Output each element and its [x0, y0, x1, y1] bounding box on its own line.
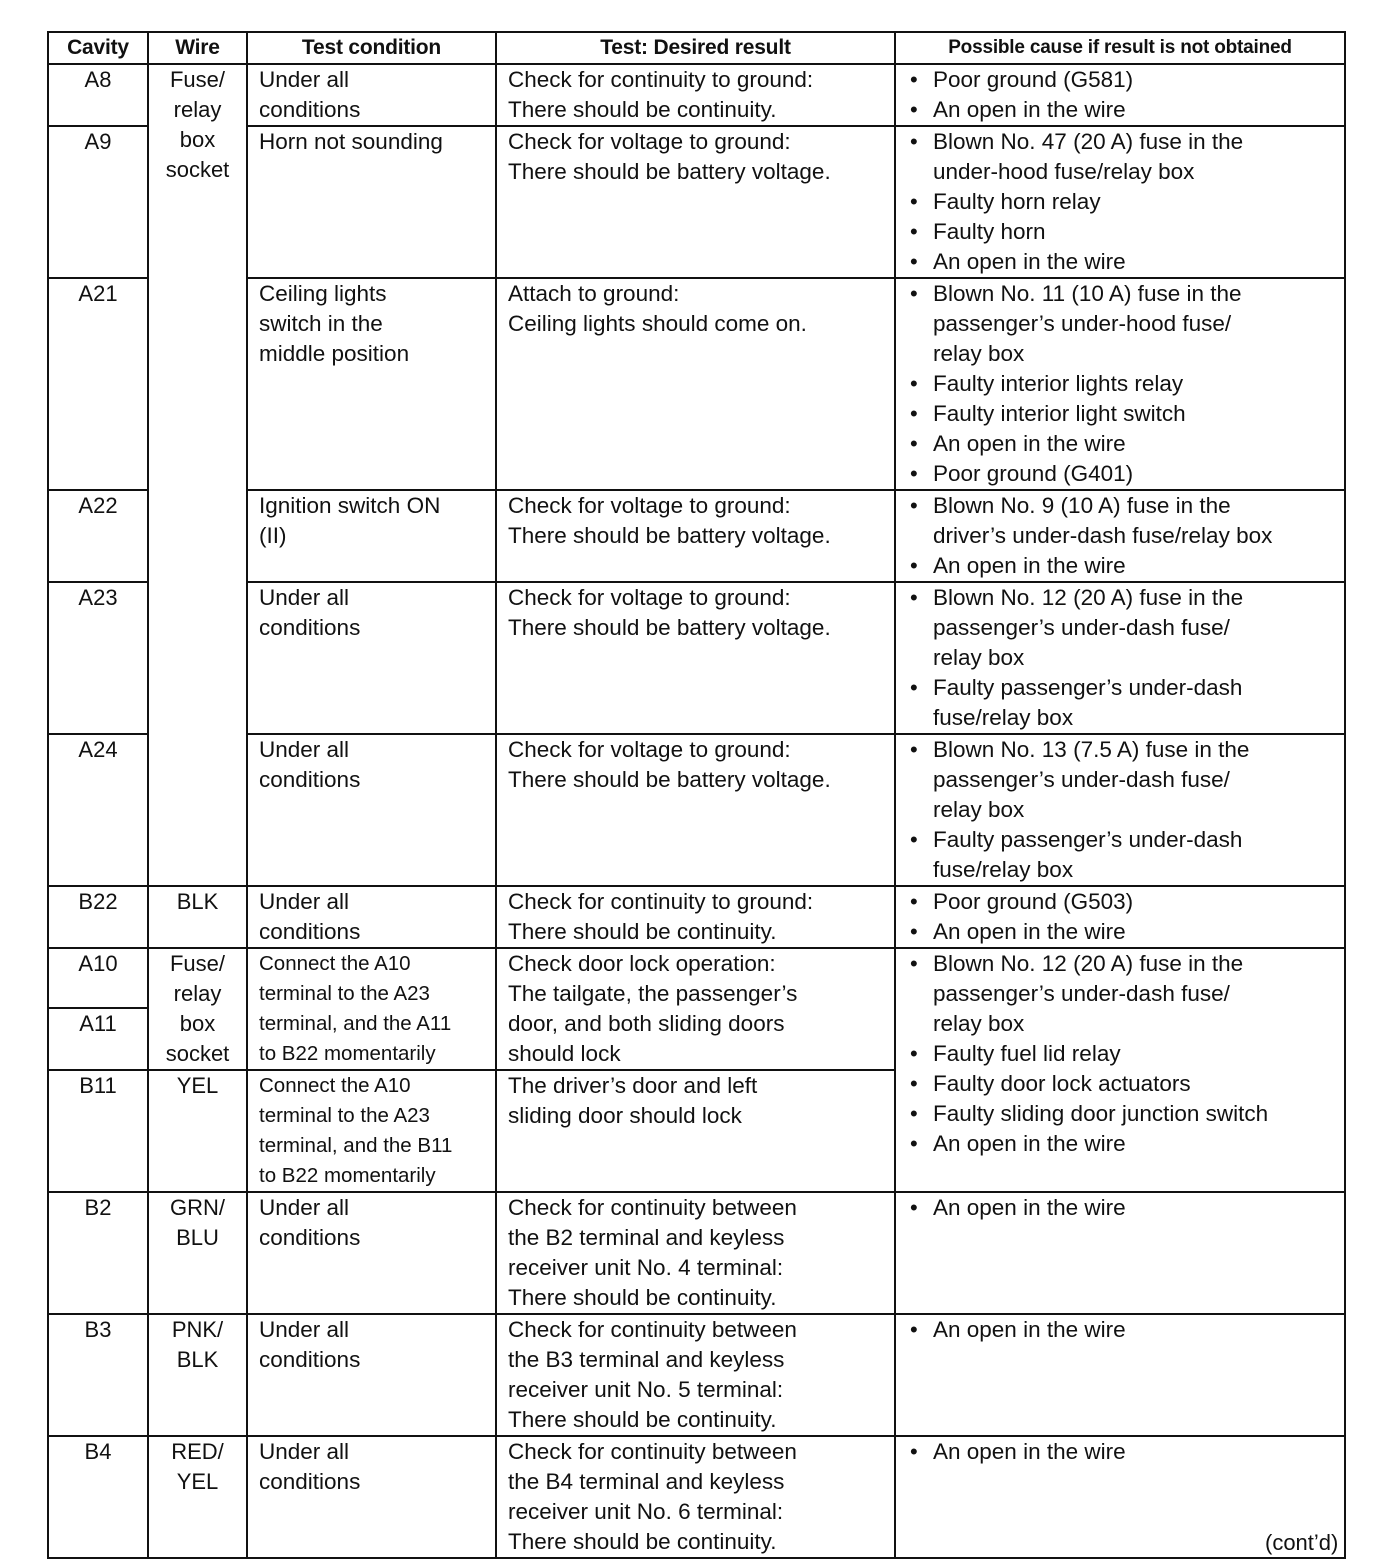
text-line: Under all: [259, 737, 350, 762]
cause-item: [906, 95, 1340, 125]
cause-item: [906, 459, 1340, 489]
cause-item: [906, 491, 1340, 551]
possible-cause-cell: [895, 64, 1345, 126]
cavity-cell: [48, 126, 148, 278]
cavity-value: A21: [78, 281, 118, 306]
text-line: • Poor ground (G581): [933, 67, 1134, 92]
desired-result-cell: [496, 1192, 895, 1314]
text-line: There should be continuity.: [508, 97, 777, 122]
cause-list: [906, 887, 1340, 947]
wire-cell: YEL: [148, 1070, 247, 1192]
cause-item: [906, 1437, 1340, 1467]
text-line: conditions: [259, 1347, 361, 1372]
text-line: receiver unit No. 4 terminal:: [508, 1255, 784, 1280]
cause-item: [906, 825, 1340, 885]
test-condition-cell: [247, 278, 496, 490]
desired-result-cell: [496, 948, 895, 1070]
connector-test-table: [47, 31, 1346, 1559]
desired-result-cell: [496, 1436, 895, 1558]
cavity-value: B4: [84, 1439, 112, 1464]
text-line: Attach to ground:: [508, 281, 680, 306]
cause-item: [906, 949, 1340, 1039]
wire-line: YEL: [176, 1469, 219, 1494]
wire-cell: BLK: [148, 886, 247, 948]
text-line: conditions: [259, 1469, 361, 1494]
header-row: [48, 32, 1345, 64]
wire-line: box: [179, 1011, 216, 1036]
wire-cell: [148, 1314, 247, 1436]
desired-result-cell: [496, 582, 895, 734]
header-cavity: Cavity: [48, 32, 148, 64]
text-line: • Faulty passenger’s under-dash: [933, 827, 1243, 852]
table-row: [48, 1192, 1345, 1314]
text-line: • An open in the wire: [933, 553, 1126, 578]
text-line: passenger’s under-hood fuse/: [933, 311, 1232, 336]
text-line: conditions: [259, 615, 361, 640]
desired-result-cell: [496, 1314, 895, 1436]
possible-cause-cell: [895, 490, 1345, 582]
text-line: passenger’s under-dash fuse/: [933, 767, 1230, 792]
wire-cell: [148, 1192, 247, 1314]
desired-result-cell: [496, 490, 895, 582]
wire-line: box: [179, 127, 216, 152]
text-line: • Faulty horn: [933, 219, 1046, 244]
text-line: terminal to the A23: [259, 1104, 430, 1127]
cavity-value: B22: [78, 889, 118, 914]
cause-item: [906, 429, 1340, 459]
wire-line: socket: [165, 157, 230, 182]
cavity-cell: [48, 1192, 148, 1314]
desired-result-cell: [496, 278, 895, 490]
text-line: Check for continuity between: [508, 1439, 797, 1464]
cause-item: [906, 399, 1340, 429]
test-condition-cell: [247, 1192, 496, 1314]
text-line: fuse/relay box: [933, 705, 1074, 730]
cause-item: [906, 247, 1340, 277]
text-line: There should be battery voltage.: [508, 767, 831, 792]
wire-cell: [148, 64, 247, 886]
test-condition-cell: [247, 886, 496, 948]
text-line: • Blown No. 12 (20 A) fuse in the: [933, 585, 1244, 610]
possible-cause-cell: [895, 582, 1345, 734]
table-row: [48, 886, 1345, 948]
text-line: There should be continuity.: [508, 1529, 777, 1554]
test-condition-cell: [247, 1070, 496, 1192]
cause-item: [906, 917, 1340, 947]
text-line: conditions: [259, 767, 361, 792]
text-line: under-hood fuse/relay box: [933, 159, 1195, 184]
text-line: Check for voltage to ground:: [508, 737, 791, 762]
text-line: • Blown No. 47 (20 A) fuse in the: [933, 129, 1244, 154]
text-line: • An open in the wire: [933, 249, 1126, 274]
text-line: • Faulty passenger’s under-dash: [933, 675, 1243, 700]
cause-item: [906, 735, 1340, 825]
text-line: Ignition switch ON: [259, 493, 441, 518]
text-line: door, and both sliding doors: [508, 1011, 785, 1036]
wire-line: socket: [165, 1041, 230, 1066]
text-line: • An open in the wire: [933, 1131, 1126, 1156]
cavity-cell: [48, 1314, 148, 1436]
text-line: • Faulty interior lights relay: [933, 371, 1184, 396]
text-line: • An open in the wire: [933, 1317, 1126, 1342]
text-line: should lock: [508, 1041, 621, 1066]
text-line: Under all: [259, 1317, 350, 1342]
text-line: Connect the A10: [259, 952, 411, 975]
possible-cause-cell: [895, 886, 1345, 948]
text-line: terminal, and the B11: [259, 1134, 453, 1157]
wire-line: BLU: [176, 1225, 219, 1250]
text-line: There should be continuity.: [508, 919, 777, 944]
text-line: Check for voltage to ground:: [508, 585, 791, 610]
text-line: Under all: [259, 67, 350, 92]
wire-cell: [148, 948, 247, 1070]
cavity-cell: [48, 278, 148, 490]
text-line: • Blown No. 9 (10 A) fuse in the: [933, 493, 1231, 518]
cause-item: [906, 583, 1340, 673]
table-row: [48, 948, 1345, 1070]
test-condition-cell: [247, 582, 496, 734]
test-condition-cell: [247, 490, 496, 582]
cavity-value: A22: [78, 493, 118, 518]
table-row: [48, 1314, 1345, 1436]
possible-cause-cell: [895, 126, 1345, 278]
test-condition-cell: [247, 734, 496, 886]
text-line: Check door lock operation:: [508, 951, 776, 976]
text-line: relay box: [933, 797, 1025, 822]
desired-result-cell: [496, 1070, 895, 1192]
test-condition-cell: [247, 126, 496, 278]
desired-result-cell: [496, 886, 895, 948]
text-line: • An open in the wire: [933, 919, 1126, 944]
header-test-condition: Test condition: [247, 32, 496, 64]
text-line: Check for voltage to ground:: [508, 129, 791, 154]
text-line: relay box: [933, 341, 1025, 366]
cavity-value: A10: [78, 951, 118, 976]
text-line: Check for continuity between: [508, 1195, 797, 1220]
desired-result-cell: [496, 126, 895, 278]
text-line: fuse/relay box: [933, 857, 1074, 882]
text-line: • Faulty interior light switch: [933, 401, 1186, 426]
text-line: Check for continuity to ground:: [508, 67, 814, 92]
text-line: The driver’s door and left: [508, 1073, 758, 1098]
text-line: relay box: [933, 1011, 1025, 1036]
wire-line: Fuse/: [169, 951, 226, 976]
text-line: Ceiling lights: [259, 281, 387, 306]
cause-item: [906, 673, 1340, 733]
test-condition-cell: [247, 1436, 496, 1558]
possible-cause-cell: [895, 734, 1345, 886]
cause-list: [906, 279, 1340, 489]
text-line: • Faulty sliding door junction switch: [933, 1101, 1269, 1126]
cavity-cell: [48, 948, 148, 1070]
text-line: Horn not sounding: [259, 129, 443, 154]
text-line: • Faulty fuel lid relay: [933, 1041, 1121, 1066]
cavity-cell: [48, 582, 148, 734]
wire-line: PNK/: [171, 1317, 224, 1342]
cause-list: [906, 1193, 1340, 1223]
text-line: Under all: [259, 585, 350, 610]
cause-list: [906, 583, 1340, 733]
cause-item: [906, 551, 1340, 581]
text-line: Ceiling lights should come on.: [508, 311, 807, 336]
cause-list: [906, 491, 1340, 581]
text-line: There should be battery voltage.: [508, 523, 831, 548]
text-line: • Poor ground (G401): [933, 461, 1134, 486]
text-line: Check for continuity to ground:: [508, 889, 814, 914]
cause-list: [906, 1315, 1340, 1345]
text-line: passenger’s under-dash fuse/: [933, 981, 1230, 1006]
cause-item: [906, 1069, 1340, 1099]
cause-item: [906, 1193, 1340, 1223]
wire-line: RED/: [171, 1439, 224, 1464]
text-line: Connect the A10: [259, 1074, 411, 1097]
text-line: • Poor ground (G503): [933, 889, 1134, 914]
cause-list: [906, 1437, 1340, 1467]
cavity-value: A8: [84, 67, 112, 92]
text-line: • An open in the wire: [933, 97, 1126, 122]
text-line: There should be battery voltage.: [508, 615, 831, 640]
text-line: • Faulty horn relay: [933, 189, 1101, 214]
possible-cause-cell: [895, 278, 1345, 490]
text-line: Under all: [259, 1195, 350, 1220]
cause-item: [906, 1099, 1340, 1129]
possible-cause-cell: [895, 1192, 1345, 1314]
text-line: conditions: [259, 1225, 361, 1250]
cavity-cell: [48, 1070, 148, 1192]
continued-label: (cont’d): [1265, 1530, 1339, 1555]
text-line: • Blown No. 11 (10 A) fuse in the: [933, 281, 1242, 306]
cause-list: [906, 127, 1340, 277]
text-line: • Blown No. 12 (20 A) fuse in the: [933, 951, 1244, 976]
text-line: to B22 momentarily: [259, 1042, 436, 1065]
header-possible-cause: Possible cause if result is not obtained: [895, 32, 1345, 64]
cavity-cell: [48, 490, 148, 582]
cause-list: [906, 65, 1340, 125]
cavity-cell: [48, 886, 148, 948]
text-line: to B22 momentarily: [259, 1164, 436, 1187]
text-line: conditions: [259, 97, 361, 122]
desired-result-cell: [496, 734, 895, 886]
possible-cause-cell: [895, 1314, 1345, 1436]
wire-line: relay: [173, 981, 222, 1006]
cause-item: [906, 217, 1340, 247]
cause-item: [906, 279, 1340, 369]
cause-item: [906, 369, 1340, 399]
text-line: Under all: [259, 1439, 350, 1464]
cavity-value: B2: [84, 1195, 112, 1220]
cavity-value: B3: [84, 1317, 112, 1342]
text-line: driver’s under-dash fuse/relay box: [933, 523, 1273, 548]
cause-item: [906, 65, 1340, 95]
table-row: [48, 1436, 1345, 1558]
text-line: There should be battery voltage.: [508, 159, 831, 184]
cause-item: [906, 1129, 1340, 1159]
wire-line: Fuse/: [169, 67, 226, 92]
possible-cause-cell: [895, 948, 1345, 1192]
cavity-cell: [48, 64, 148, 126]
header-wire: Wire: [148, 32, 247, 64]
cavity-cell: [48, 734, 148, 886]
text-line: (II): [259, 523, 287, 548]
text-line: Check for voltage to ground:: [508, 493, 791, 518]
text-line: • An open in the wire: [933, 431, 1126, 456]
wire-line: GRN/: [170, 1195, 225, 1220]
text-line: conditions: [259, 919, 361, 944]
text-line: receiver unit No. 6 terminal:: [508, 1499, 784, 1524]
cause-item: [906, 1039, 1340, 1069]
text-line: • An open in the wire: [933, 1439, 1126, 1464]
text-line: receiver unit No. 5 terminal:: [508, 1377, 784, 1402]
text-line: Check for continuity between: [508, 1317, 797, 1342]
cause-list: [906, 949, 1340, 1159]
text-line: middle position: [259, 341, 410, 366]
test-condition-cell: [247, 948, 496, 1070]
text-line: • Blown No. 13 (7.5 A) fuse in the: [933, 737, 1250, 762]
text-line: There should be continuity.: [508, 1407, 777, 1432]
wire-line: BLK: [176, 1347, 219, 1372]
cavity-value: B11: [79, 1073, 117, 1098]
text-line: • Faulty door lock actuators: [933, 1071, 1191, 1096]
cavity-value: A9: [84, 129, 112, 154]
test-condition-cell: [247, 64, 496, 126]
text-line: passenger’s under-dash fuse/: [933, 615, 1230, 640]
cavity-value: A24: [78, 737, 118, 762]
cause-item: [906, 887, 1340, 917]
text-line: switch in the: [259, 311, 383, 336]
cause-item: [906, 1315, 1340, 1345]
cause-item: [906, 127, 1340, 187]
wire-line: relay: [173, 97, 222, 122]
text-line: the B2 terminal and keyless: [508, 1225, 785, 1250]
cavity-value: A11: [47, 1007, 149, 1039]
cavity-cell: [48, 1436, 148, 1558]
text-line: sliding door should lock: [508, 1103, 742, 1128]
text-line: the B4 terminal and keyless: [508, 1469, 785, 1494]
text-line: the B3 terminal and keyless: [508, 1347, 785, 1372]
text-line: relay box: [933, 645, 1025, 670]
text-line: There should be continuity.: [508, 1285, 777, 1310]
table-row: [48, 64, 1345, 126]
text-line: Under all: [259, 889, 350, 914]
text-line: terminal, and the A11: [259, 1012, 452, 1035]
text-line: • An open in the wire: [933, 1195, 1126, 1220]
cause-list: [906, 735, 1340, 885]
test-condition-cell: [247, 1314, 496, 1436]
text-line: The tailgate, the passenger’s: [508, 981, 798, 1006]
desired-result-cell: [496, 64, 895, 126]
header-desired-result: Test: Desired result: [496, 32, 895, 64]
text-line: terminal to the A23: [259, 982, 430, 1005]
wire-cell: [148, 1436, 247, 1558]
cavity-value: A23: [78, 585, 118, 610]
cause-item: [906, 187, 1340, 217]
